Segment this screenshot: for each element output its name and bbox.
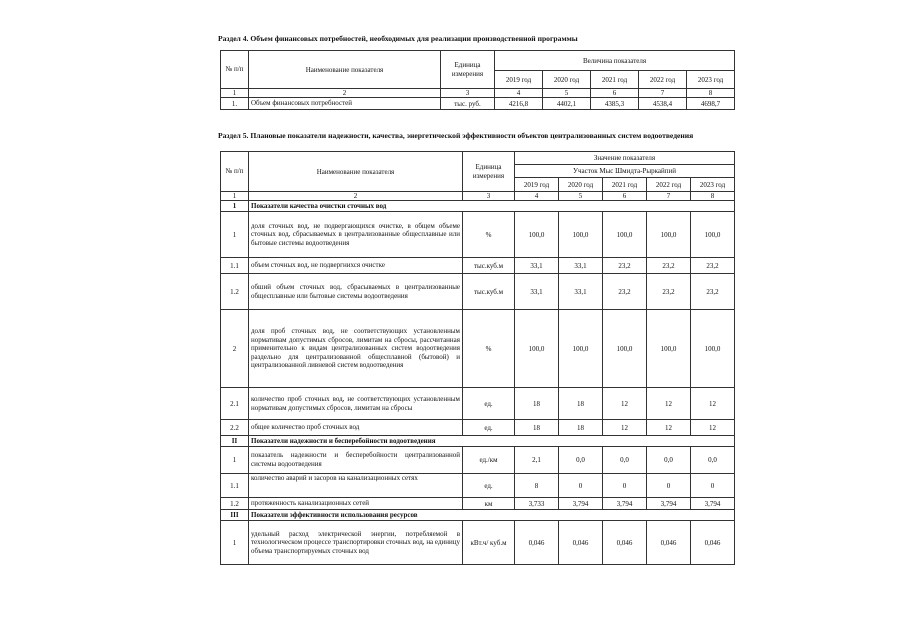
row-value: 4216,8 (495, 98, 543, 110)
row-unit: тыс.куб.м (463, 258, 515, 274)
row-value: 4402,1 (543, 98, 591, 110)
row-value: 100,0 (647, 310, 691, 388)
column-number: 4 (495, 89, 543, 98)
section-4-title: Раздел 4. Объем финансовых потребностей, необходимых для реализации производственной программы (218, 34, 578, 43)
row-value: 12 (691, 388, 735, 420)
row-value: 12 (603, 420, 647, 436)
row-name: доля проб сточных вод, не соответствующих установленным нормативам допустимых сбросов, лимитам на сбросы, рассчитанная применительно к видам централизованных систем водоотведения раздельно для централизованной общесплавной (бытовой) и централизованной ливневой систем водоотведения (249, 310, 463, 388)
column-number: 8 (687, 89, 735, 98)
row-unit: км (463, 498, 515, 510)
column-number: 5 (559, 192, 603, 201)
row-value: 12 (647, 420, 691, 436)
row-value: 0 (691, 474, 735, 498)
row-name: показатель надежности и бесперебойности централизованной системы водоотведения (249, 447, 463, 474)
header-year: 2023 год (691, 178, 735, 192)
row-unit: тыс.куб.м (463, 274, 515, 310)
header-area: Участок Мыс Шмидта-Рыркайпий (515, 165, 735, 178)
column-number: 6 (603, 192, 647, 201)
table-row (221, 420, 735, 436)
row-value: 0,046 (691, 521, 735, 565)
row-name: удельный расход электрической энергии, потребляемой в технологическом процессе транспортировки сточных вод, на единицу объема транспортируемых сточных вод (249, 521, 463, 565)
row-unit: % (463, 310, 515, 388)
financial-needs-table (220, 50, 735, 110)
header-year: 2021 год (603, 178, 647, 192)
header-year: 2020 год (559, 178, 603, 192)
row-unit: ед. (463, 388, 515, 420)
row-unit: ед. (463, 420, 515, 436)
row-unit: ед./км (463, 447, 515, 474)
row-num: 2.2 (221, 420, 249, 436)
row-value: 3,733 (515, 498, 559, 510)
column-number: 2 (249, 89, 441, 98)
column-number: 3 (463, 192, 515, 201)
header-year: 2022 год (647, 178, 691, 192)
row-value: 23,2 (647, 258, 691, 274)
row-value: 12 (647, 388, 691, 420)
row-name: Объем финансовых потребностей (249, 98, 441, 110)
group-num: III (221, 510, 249, 521)
column-number: 5 (543, 89, 591, 98)
row-value: 0,046 (603, 521, 647, 565)
row-num: 1.1 (221, 474, 249, 498)
row-num: 1 (221, 212, 249, 258)
table-row (221, 521, 735, 565)
row-num: 1. (221, 98, 249, 110)
row-name: доля сточных вод, не подвергающихся очистке, в общем объеме сточных вод, сбрасываемых в централизованные общесплавные или бытовые системы водоотведения (249, 212, 463, 258)
reliability-indicators-table (220, 151, 735, 565)
row-value: 18 (559, 388, 603, 420)
row-value: 0 (603, 474, 647, 498)
row-name: протяженность канализационных сетей (249, 498, 463, 510)
row-value: 33,1 (559, 274, 603, 310)
header-year: 2021 год (591, 71, 639, 89)
column-number: 7 (639, 89, 687, 98)
column-number: 3 (441, 89, 495, 98)
table-row (221, 310, 735, 388)
table-row (221, 274, 735, 310)
table-row (221, 388, 735, 420)
row-value: 12 (691, 420, 735, 436)
row-value: 100,0 (515, 212, 559, 258)
row-value: 100,0 (515, 310, 559, 388)
row-value: 100,0 (691, 310, 735, 388)
row-value: 2,1 (515, 447, 559, 474)
group-num: 1 (221, 201, 249, 212)
row-unit: % (463, 212, 515, 258)
row-value: 12 (603, 388, 647, 420)
row-value: 100,0 (691, 212, 735, 258)
row-value: 23,2 (603, 258, 647, 274)
section-5-title: Раздел 5. Плановые показатели надежности, качества, энергетической эффективности объектов централизованных систем водоотведения (218, 131, 694, 140)
row-num: 1 (221, 447, 249, 474)
row-num: 2.1 (221, 388, 249, 420)
row-value: 0,046 (559, 521, 603, 565)
row-value: 18 (559, 420, 603, 436)
row-value: 3,794 (691, 498, 735, 510)
group-num: II (221, 436, 249, 447)
column-number: 4 (515, 192, 559, 201)
column-number: 6 (591, 89, 639, 98)
row-value: 0,0 (647, 447, 691, 474)
column-number: 8 (691, 192, 735, 201)
header-year: 2022 год (639, 71, 687, 89)
group-row (221, 510, 735, 521)
header-name: Наименование показателя (249, 152, 463, 192)
row-name: количество проб сточных вод, не соответствующих установленным нормативам допустимых сбросов, лимитам на сбросы (249, 388, 463, 420)
row-value: 33,1 (515, 274, 559, 310)
row-value: 3,794 (647, 498, 691, 510)
group-title: Показатели эффективности использования ресурсов (249, 510, 735, 521)
column-number: 1 (221, 89, 249, 98)
table-row (221, 498, 735, 510)
row-num: 1.2 (221, 274, 249, 310)
row-value: 100,0 (603, 212, 647, 258)
row-unit: ед. (463, 474, 515, 498)
group-title: Показатели качества очистки сточных вод (249, 201, 735, 212)
row-value: 0,0 (559, 447, 603, 474)
row-value: 4538,4 (639, 98, 687, 110)
row-num: 1.2 (221, 498, 249, 510)
row-value: 0,046 (515, 521, 559, 565)
row-value: 100,0 (559, 212, 603, 258)
row-value: 33,1 (559, 258, 603, 274)
group-title: Показатели надежности и бесперебойности водоотведения (249, 436, 735, 447)
header-year: 2020 год (543, 71, 591, 89)
row-num: 1 (221, 521, 249, 565)
row-value: 23,2 (691, 258, 735, 274)
row-value: 100,0 (559, 310, 603, 388)
row-value: 100,0 (647, 212, 691, 258)
row-value: 100,0 (603, 310, 647, 388)
header-unit: Единица измерения (463, 152, 515, 192)
row-value: 0,046 (647, 521, 691, 565)
table-row (221, 447, 735, 474)
header-value: Величина показателя (495, 51, 735, 71)
row-value: 33,1 (515, 258, 559, 274)
row-unit: тыс. руб. (441, 98, 495, 110)
row-unit: кВт.ч/ куб.м (463, 521, 515, 565)
row-value: 0,0 (691, 447, 735, 474)
row-num: 1.1 (221, 258, 249, 274)
group-row (221, 201, 735, 212)
column-number: 7 (647, 192, 691, 201)
row-value: 4385,3 (591, 98, 639, 110)
row-value: 3,794 (559, 498, 603, 510)
column-number: 2 (249, 192, 463, 201)
header-value: Значение показателя (515, 152, 735, 165)
header-unit: Единица измерения (441, 51, 495, 89)
row-value: 0 (647, 474, 691, 498)
table-row (221, 474, 735, 498)
column-number: 1 (221, 192, 249, 201)
row-value: 18 (515, 420, 559, 436)
row-name: объем сточных вод, не подвергнихся очистке (249, 258, 463, 274)
row-value: 0 (559, 474, 603, 498)
header-year: 2019 год (515, 178, 559, 192)
header-year: 2019 год (495, 71, 543, 89)
row-name: общее количество проб сточных вод (249, 420, 463, 436)
table-row (221, 258, 735, 274)
header-year: 2023 год (687, 71, 735, 89)
header-name: Наименование показателя (249, 51, 441, 89)
row-name: количество аварий и засоров на канализационных сетях (249, 474, 463, 498)
group-row (221, 436, 735, 447)
row-value: 3,794 (603, 498, 647, 510)
table-row (221, 212, 735, 258)
header-num: № п/п (221, 152, 249, 192)
header-num: № п/п (221, 51, 249, 89)
row-value: 23,2 (647, 274, 691, 310)
row-value: 4698,7 (687, 98, 735, 110)
table-row (221, 98, 735, 110)
row-num: 2 (221, 310, 249, 388)
row-value: 18 (515, 388, 559, 420)
row-value: 23,2 (603, 274, 647, 310)
row-value: 23,2 (691, 274, 735, 310)
row-value: 0,0 (603, 447, 647, 474)
row-name: обший объем сточных вод, сбрасываемых в централизованные общесплавные или бытовые системы водоотведения (249, 274, 463, 310)
row-value: 8 (515, 474, 559, 498)
